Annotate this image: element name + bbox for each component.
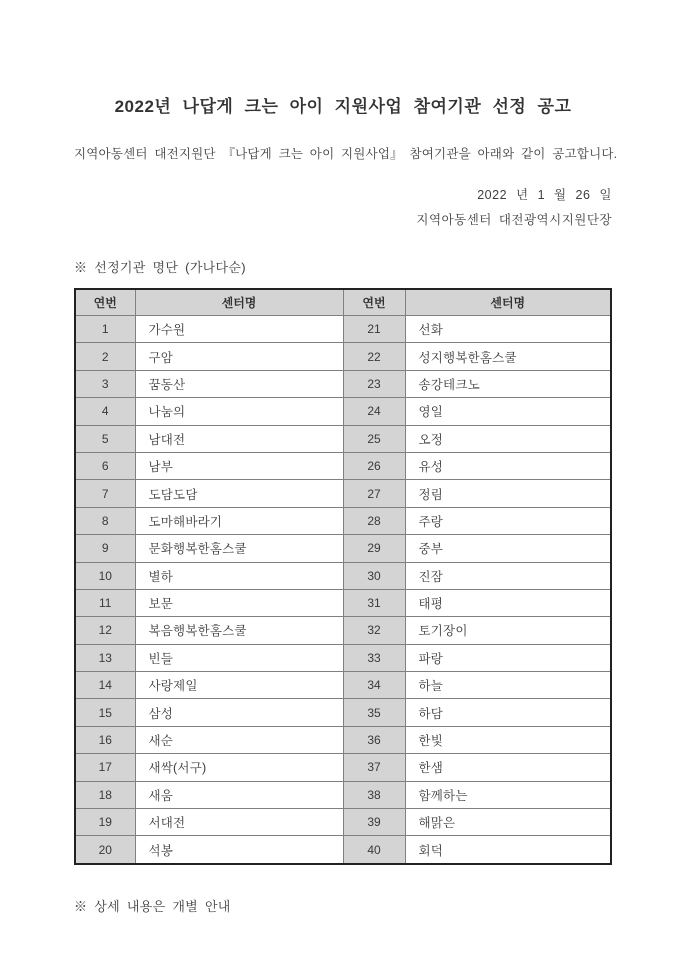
center-name-cell: 정림 bbox=[405, 480, 611, 507]
center-name-cell: 별하 bbox=[135, 562, 343, 589]
row-number-cell: 29 bbox=[343, 535, 405, 562]
row-number-cell: 33 bbox=[343, 644, 405, 671]
row-number-cell: 12 bbox=[75, 617, 135, 644]
row-number-cell: 36 bbox=[343, 726, 405, 753]
table-row bbox=[75, 398, 611, 425]
center-name-cell: 태평 bbox=[405, 589, 611, 616]
center-name-cell: 삼성 bbox=[135, 699, 343, 726]
row-number-cell: 23 bbox=[343, 370, 405, 397]
row-number-cell: 5 bbox=[75, 425, 135, 452]
table-row bbox=[75, 809, 611, 836]
row-number-cell: 25 bbox=[343, 425, 405, 452]
table-row bbox=[75, 699, 611, 726]
center-name-cell: 파랑 bbox=[405, 644, 611, 671]
center-name-cell: 서대전 bbox=[135, 809, 343, 836]
center-name-cell: 영일 bbox=[405, 398, 611, 425]
center-name-cell: 진잠 bbox=[405, 562, 611, 589]
row-number-cell: 10 bbox=[75, 562, 135, 589]
table-header-row bbox=[75, 289, 611, 316]
table-row bbox=[75, 452, 611, 479]
row-number-cell: 7 bbox=[75, 480, 135, 507]
center-name-cell: 새싹(서구) bbox=[135, 754, 343, 781]
announcement-date: 2022 년 1 월 26 일 bbox=[477, 188, 612, 202]
table-row bbox=[75, 644, 611, 671]
center-name-cell: 빈들 bbox=[135, 644, 343, 671]
row-number-cell: 3 bbox=[75, 370, 135, 397]
table-row bbox=[75, 535, 611, 562]
table-row bbox=[75, 343, 611, 370]
row-number-cell: 22 bbox=[343, 343, 405, 370]
table-row bbox=[75, 617, 611, 644]
center-name-cell: 오정 bbox=[405, 425, 611, 452]
center-name-cell: 토기장이 bbox=[405, 617, 611, 644]
row-number-cell: 30 bbox=[343, 562, 405, 589]
row-number-cell: 17 bbox=[75, 754, 135, 781]
row-number-cell: 14 bbox=[75, 672, 135, 699]
selected-centers-table bbox=[74, 288, 612, 865]
row-number-cell: 32 bbox=[343, 617, 405, 644]
center-name-cell: 하담 bbox=[405, 699, 611, 726]
row-number-cell: 15 bbox=[75, 699, 135, 726]
center-name-cell: 나눔의 bbox=[135, 398, 343, 425]
row-number-cell: 6 bbox=[75, 452, 135, 479]
center-name-cell: 남부 bbox=[135, 452, 343, 479]
row-number-cell: 27 bbox=[343, 480, 405, 507]
row-number-cell: 8 bbox=[75, 507, 135, 534]
center-name-cell: 새움 bbox=[135, 781, 343, 808]
table-row bbox=[75, 316, 611, 343]
table-row bbox=[75, 480, 611, 507]
row-number-cell: 16 bbox=[75, 726, 135, 753]
table-row bbox=[75, 562, 611, 589]
row-number-cell: 2 bbox=[75, 343, 135, 370]
row-number-cell: 28 bbox=[343, 507, 405, 534]
row-number-cell: 31 bbox=[343, 589, 405, 616]
center-name-cell: 구암 bbox=[135, 343, 343, 370]
center-name-cell: 함께하는 bbox=[405, 781, 611, 808]
center-name-cell: 새순 bbox=[135, 726, 343, 753]
center-name-cell: 가수원 bbox=[135, 316, 343, 343]
row-number-cell: 26 bbox=[343, 452, 405, 479]
center-name-cell: 유성 bbox=[405, 452, 611, 479]
center-name-cell: 한샘 bbox=[405, 754, 611, 781]
footer-note: ※ 상세 내용은 개별 안내 bbox=[74, 898, 231, 914]
row-number-cell: 35 bbox=[343, 699, 405, 726]
center-name-cell: 주랑 bbox=[405, 507, 611, 534]
center-name-cell: 도마해바라기 bbox=[135, 507, 343, 534]
center-name-cell: 복음행복한홈스쿨 bbox=[135, 617, 343, 644]
document-title: 2022년 나답게 크는 아이 지원사업 참여기관 선정 공고 bbox=[114, 97, 572, 116]
center-name-cell: 문화행복한홈스쿨 bbox=[135, 535, 343, 562]
row-number-cell: 4 bbox=[75, 398, 135, 425]
row-number-cell: 11 bbox=[75, 589, 135, 616]
column-header-number-left: 연번 bbox=[75, 289, 135, 316]
column-header-name-right: 센터명 bbox=[405, 289, 611, 316]
center-name-cell: 남대전 bbox=[135, 425, 343, 452]
row-number-cell: 24 bbox=[343, 398, 405, 425]
row-number-cell: 13 bbox=[75, 644, 135, 671]
center-table-body bbox=[75, 316, 611, 864]
center-name-cell: 성지행복한홈스쿨 bbox=[405, 343, 611, 370]
row-number-cell: 21 bbox=[343, 316, 405, 343]
center-name-cell: 꿈동산 bbox=[135, 370, 343, 397]
column-header-number-right: 연번 bbox=[343, 289, 405, 316]
row-number-cell: 39 bbox=[343, 809, 405, 836]
selected-list-heading: ※ 선정기관 명단 (가나다순) bbox=[74, 260, 246, 275]
table-row bbox=[75, 370, 611, 397]
table-row bbox=[75, 726, 611, 753]
row-number-cell: 19 bbox=[75, 809, 135, 836]
table-row bbox=[75, 425, 611, 452]
center-name-cell: 도담도담 bbox=[135, 480, 343, 507]
table-row bbox=[75, 589, 611, 616]
table-row bbox=[75, 836, 611, 864]
row-number-cell: 38 bbox=[343, 781, 405, 808]
row-number-cell: 37 bbox=[343, 754, 405, 781]
center-name-cell: 한빛 bbox=[405, 726, 611, 753]
center-name-cell: 송강테크노 bbox=[405, 370, 611, 397]
center-name-cell: 중부 bbox=[405, 535, 611, 562]
row-number-cell: 9 bbox=[75, 535, 135, 562]
document-content bbox=[74, 92, 618, 915]
row-number-cell: 40 bbox=[343, 836, 405, 864]
table-row bbox=[75, 507, 611, 534]
center-name-cell: 보문 bbox=[135, 589, 343, 616]
center-name-cell: 석봉 bbox=[135, 836, 343, 864]
signature-line: 지역아동센터 대전광역시지원단장 bbox=[416, 213, 612, 227]
table-row bbox=[75, 754, 611, 781]
intro-paragraph: 지역아동센터 대전지원단 『나답게 크는 아이 지원사업』 참여기관을 아래와 같이 공고합니다. bbox=[74, 147, 618, 161]
row-number-cell: 18 bbox=[75, 781, 135, 808]
center-name-cell: 해맑은 bbox=[405, 809, 611, 836]
column-header-name-left: 센터명 bbox=[135, 289, 343, 316]
table-row bbox=[75, 672, 611, 699]
center-name-cell: 하늘 bbox=[405, 672, 611, 699]
center-name-cell: 선화 bbox=[405, 316, 611, 343]
center-name-cell: 회덕 bbox=[405, 836, 611, 864]
row-number-cell: 1 bbox=[75, 316, 135, 343]
row-number-cell: 20 bbox=[75, 836, 135, 864]
row-number-cell: 34 bbox=[343, 672, 405, 699]
center-name-cell: 사랑제일 bbox=[135, 672, 343, 699]
table-row bbox=[75, 781, 611, 808]
